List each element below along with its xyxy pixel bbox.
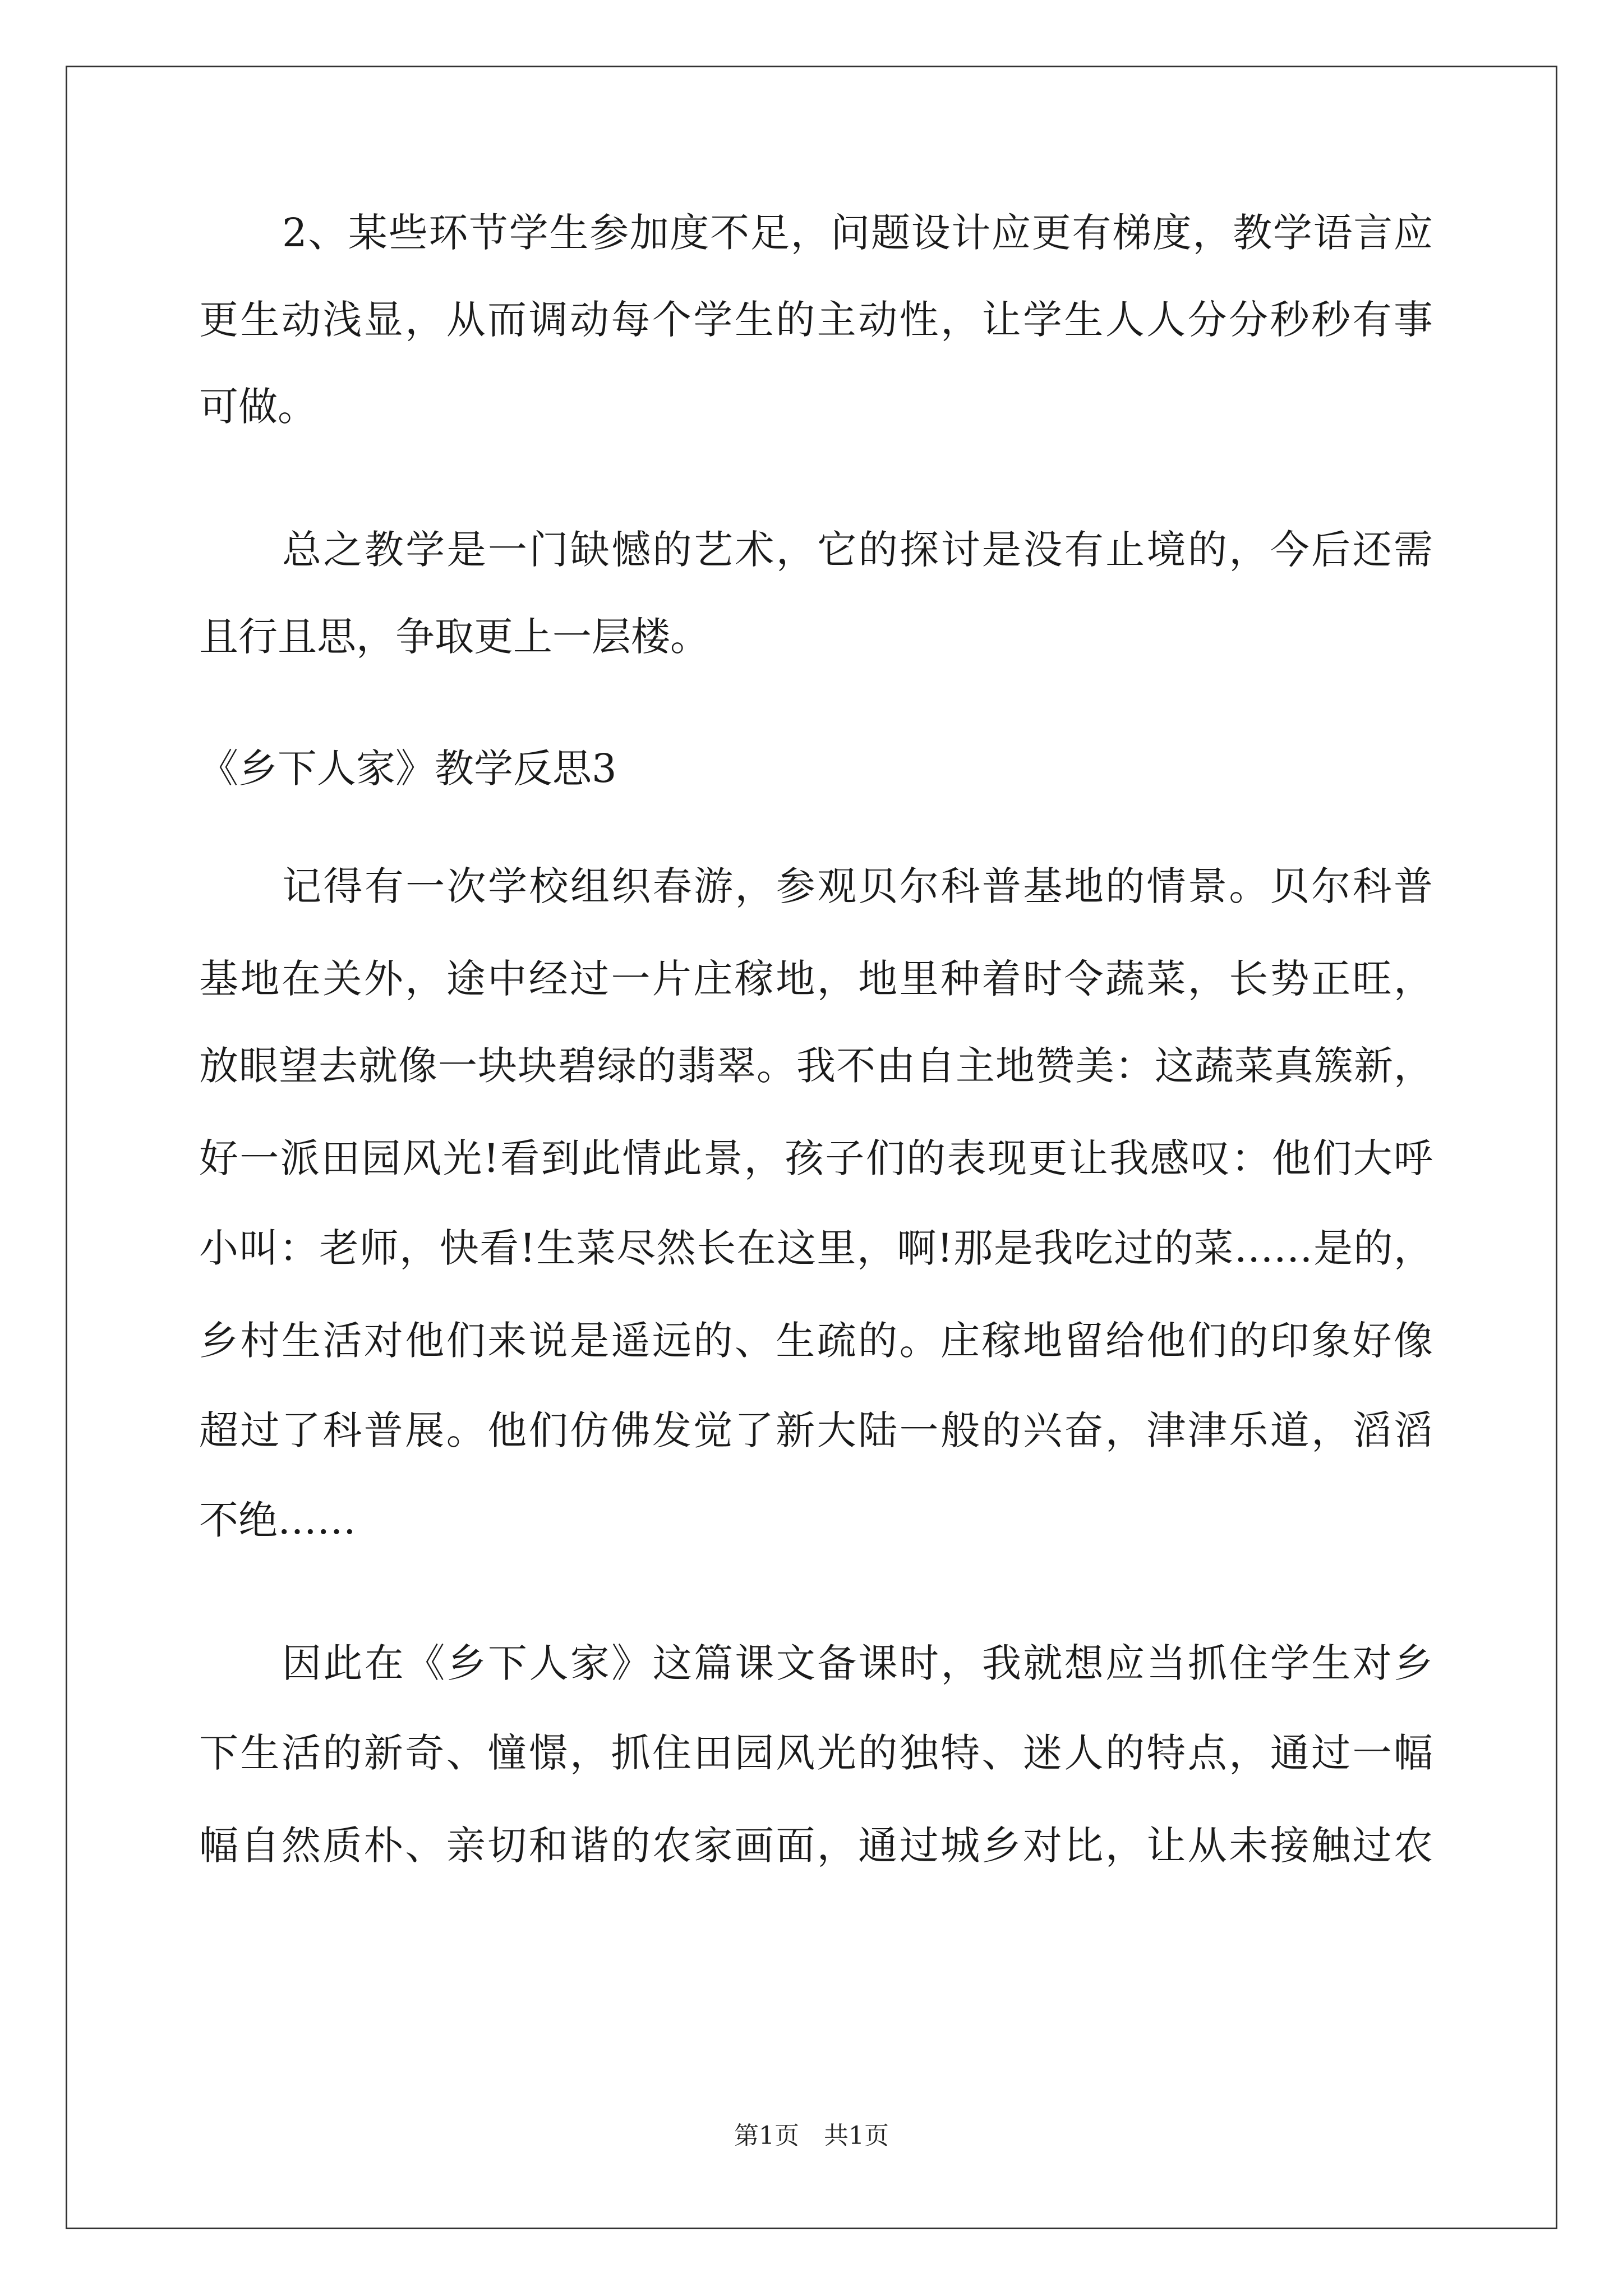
text-line-13: 超过了科普展。他们仿佛发觉了新大陆一般的兴奋，津津乐道，滔滔 [199,1407,1433,1453]
text-line-15: 因此在《乡下人家》这篇课文备课时，我就想应当抓住学生对乡 [282,1640,1433,1686]
text-line-17: 幅自然质朴、亲切和谐的农家画面，通过城乡对比，让从未接触过农 [199,1823,1433,1869]
text-line-1: 2、某些环节学生参加度不足，问题设计应更有梯度，教学语言应 [282,210,1433,256]
text-line-14: 不绝…… [199,1497,356,1543]
text-line-4: 总之教学是一门缺憾的艺术，它的探讨是没有止境的，今后还需 [282,527,1433,573]
text-line-2: 更生动浅显，从而调动每个学生的主动性，让学生人人分分秒秒有事 [199,297,1433,343]
text-line-10: 好一派田园风光!看到此情此景，孩子们的表现更让我感叹：他们大呼 [199,1135,1433,1181]
text-line-3: 可做。 [199,384,317,430]
section-heading: 《乡下人家》教学反思3 [199,746,617,792]
text-line-9: 放眼望去就像一块块碧绿的翡翠。我不由自主地赞美：这蔬菜真簇新， [199,1043,1433,1089]
text-line-12: 乡村生活对他们来说是遥远的、生疏的。庄稼地留给他们的印象好像 [199,1318,1433,1364]
text-line-7: 记得有一次学校组织春游，参观贝尔科普基地的情景。贝尔科普 [282,863,1433,909]
text-line-8: 基地在关外，途中经过一片庄稼地，地里种着时令蔬菜，长势正旺， [199,956,1433,1002]
page-footer: 第1页 共1页 [734,2122,889,2150]
text-line-16: 下生活的新奇、憧憬，抓住田园风光的独特、迷人的特点，通过一幅 [199,1730,1433,1776]
text-line-11: 小叫：老师，快看!生菜尽然长在这里，啊!那是我吃过的菜……是的， [199,1225,1433,1271]
text-line-5: 且行且思，争取更上一层楼。 [199,614,709,660]
